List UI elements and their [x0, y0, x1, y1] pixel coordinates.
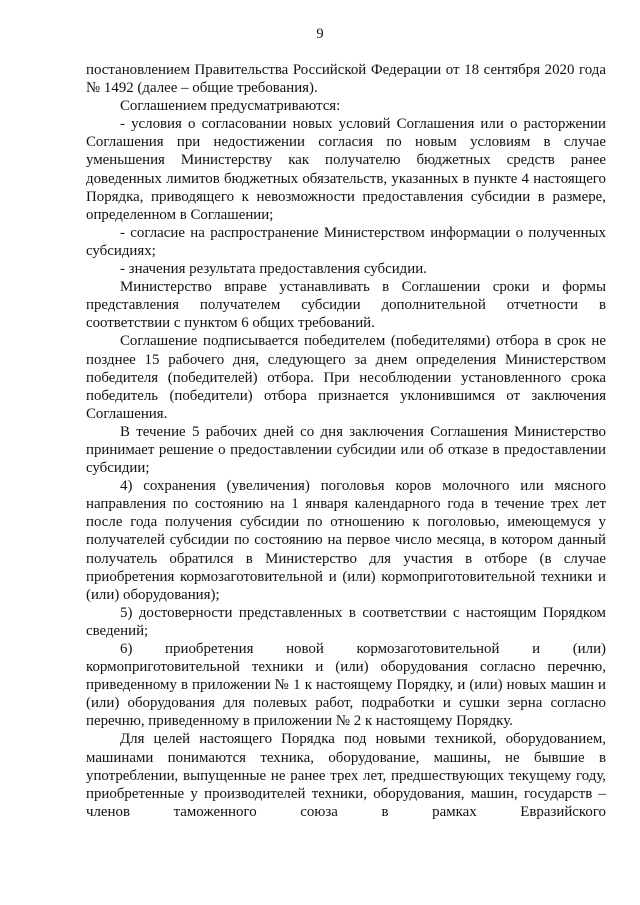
paragraph-12: Для целей настоящего Порядка под новыми техникой, оборудованием, машинами понимаются техника, оборудование, машины, не бывшие в употреблении, выпущенные не ранее трех лет, предшествующих текущему году, приобретенные у производителей техники, оборудования, машин, государств – членов таможенного союза в рамках Евразийского — [86, 731, 606, 820]
paragraph-7: Соглашение подписывается победителем (победителями) отбора в срок не позднее 15 рабочего дня, следующего за днем определения Министерством победителя (победителей) отбора. При несоблюдении установленного срока победитель (победители) отбора признается уклонившимся от заключения Соглашения. — [86, 333, 606, 422]
paragraph-4: - согласие на распространение Министерством информации о полученных субсидиях; — [86, 224, 606, 259]
page-number: 9 — [316, 26, 324, 42]
paragraph-1: постановлением Правительства Российской Федерации от 18 сентября 2020 года № 1492 (далее – общие требования). — [86, 62, 606, 97]
paragraph-3: - условия о согласовании новых условий Соглашения или о расторжении Соглашения при недостижении согласия по новым условиям в случае уменьшения Министерству как получателю бюджетных средств ранее доведенных лимитов бюджетных обязательств, указанных в пункте 4 настоящего Порядка, приводящего к невозможности предоставления субсидии в размере, определенном в Соглашении; — [86, 116, 606, 223]
document-body — [86, 61, 606, 821]
paragraph-2: Соглашением предусматриваются: — [120, 98, 341, 115]
paragraph-10: 5) достоверности представленных в соответствии с настоящим Порядком сведений; — [86, 604, 606, 639]
paragraph-6: Министерство вправе устанавливать в Соглашении сроки и формы представления получателем субсидии дополнительной отчетности в соответствии с пунктом 6 общих требований. — [86, 279, 606, 332]
paragraph-5: - значения результата предоставления субсидии. — [120, 261, 427, 278]
paragraph-8: В течение 5 рабочих дней со дня заключения Соглашения Министерство принимает решение о предоставлении субсидии или об отказе в предоставлении субсидии; — [86, 423, 606, 477]
paragraph-11: 6) приобретения новой кормозаготовительной и (или) кормоприготовительной техники и (или) оборудования согласно перечню, приведенному в приложении № 1 к настоящему Порядку, и (или) новых машин и (или) оборудования для полевых работ, подработки и сушки зерна согласно перечню, приведенному в приложении № 2 к настоящему Порядку. — [86, 641, 606, 730]
paragraph-9: 4) сохранения (увеличения) поголовья коров молочного или мясного направления по состоянию на 1 января календарного года в течение трех лет после года получения субсидии по отношению к поголовью, имеющемуся у получателей субсидии по состоянию на первое число месяца, в котором данный получатель обратился в Министерство для участия в отборе (в случае приобретения кормозаготовительной и (или) кормоприготовительной техники и (или) оборудования); — [86, 478, 606, 603]
